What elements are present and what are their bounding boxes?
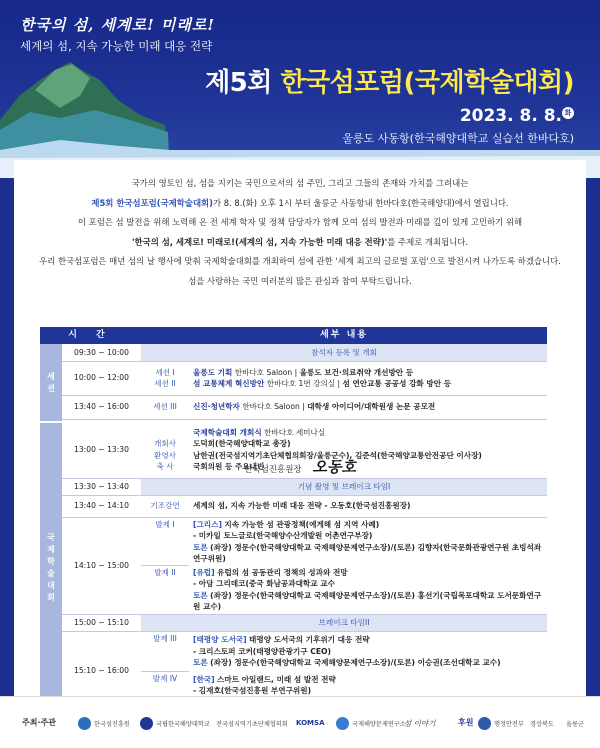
time-cell: 14:10 ~ 15:00 xyxy=(62,517,141,614)
content-cell xyxy=(189,395,547,419)
content-cell: 브레이크 타임II xyxy=(141,614,547,631)
discussion-label: 토론 xyxy=(193,658,208,667)
org-name: 한국섬진흥원 xyxy=(94,720,130,728)
org-logo xyxy=(78,713,130,733)
table-row xyxy=(40,517,547,566)
sponsor-logo xyxy=(478,713,524,733)
time-cell: 15:10 ~ 16:00 xyxy=(62,631,141,711)
role-label: 환영사 xyxy=(153,450,176,460)
discussion-label: 토론 xyxy=(193,590,208,600)
content-cell xyxy=(189,566,547,615)
hero-banner xyxy=(0,0,600,178)
sponsor-name: 울릉군 xyxy=(566,720,584,728)
session-room: 한바다호 Saloon xyxy=(234,367,293,377)
intro-line xyxy=(14,233,586,253)
presentation-label: 발제 IV xyxy=(141,671,189,711)
content-cell xyxy=(189,517,547,566)
table-row xyxy=(40,614,547,631)
kmou-logo-icon xyxy=(140,717,153,730)
footer xyxy=(0,696,600,748)
org-name: KOMSA xyxy=(296,719,325,727)
role-label: 개회사 xyxy=(153,439,176,449)
host-label: 주최·주관 xyxy=(22,718,56,727)
sponsor-logo xyxy=(530,713,554,733)
org-name: 전국섬지역기초단체협의회 xyxy=(216,720,288,728)
time-cell: 13:00 ~ 13:30 xyxy=(62,422,141,478)
role-label: 축 사 xyxy=(156,462,174,472)
presentation-label: 발제 II xyxy=(141,566,189,615)
region-tag: [유럽] xyxy=(193,567,215,577)
forum-name: 제5회 한국섬포럼(국제학술대회) xyxy=(91,197,213,208)
session-title: 섬 교통체계 혁신방안 xyxy=(193,379,265,388)
session-topic: 대학생 아이디어/대학원생 논문 공모전 xyxy=(307,402,436,412)
session-room: 한바다호 1번 강의실 xyxy=(266,379,336,388)
session-topic: 섬 연안교통 공공성 강화 방안 등 xyxy=(342,379,452,388)
org-logo xyxy=(296,713,325,733)
content-cell: 참석자 등록 및 개회 xyxy=(141,344,547,361)
presentation-title: 지속 가능한 섬 관광정책(에게해 섬 지역 사례) xyxy=(224,519,380,529)
session-label: 세션 II xyxy=(154,379,176,388)
time-cell: 15:00 ~ 15:10 xyxy=(62,614,141,631)
org-logo xyxy=(404,713,435,733)
keynote-title: 세계의 섬, 지속 가능한 미래 대응 전략 xyxy=(193,501,322,511)
separator: | xyxy=(294,367,298,377)
presenter: - 크리스토퍼 코커(태평양관광기구 CEO) xyxy=(193,646,331,656)
header-content: 세부 내용 xyxy=(141,327,547,344)
intro-line-rest: 를 주제로 개최됩니다. xyxy=(387,236,469,247)
presenter: - 아담 그리데코(중국 화남공과대학교 교수 xyxy=(193,579,335,588)
presentation-label: 발제 III xyxy=(141,631,189,671)
discussion: (좌장) 정문수(한국해양대학교 국제해양문제연구소장)/(토론) 이승권(조선대학교 교수) xyxy=(210,658,501,667)
presenter: - 미카일 토느글로(한국해양수산개발원 어촌연구부장) xyxy=(193,531,373,540)
intro-line-rest: 가 8. 8.(화) 오후 1시 부터 울릉군 사동항내 한바다호(한국해양대)에서 열립니다. xyxy=(212,197,509,208)
discussion: (좌장) 정문수(한국해양대학교 국제해양문제연구소장)/(토론) 홍선기(국립목포대학교 도서문화연구원 교수) xyxy=(193,590,542,611)
session-room: 한바다호 Saloon xyxy=(242,402,300,412)
ceremony-title: 국제학술대회 개회식 xyxy=(193,427,262,437)
content-cell: 기념 촬영 및 브레이크 타임I xyxy=(141,478,547,495)
page-title xyxy=(205,62,574,99)
event-venue: 울릉도 사동항(한국해양대학교 실습선 한바다호) xyxy=(342,132,574,145)
intro-line: 섬을 사랑하는 국민 여러분의 많은 관심과 참여 부탁드립니다. xyxy=(188,275,412,286)
institute-logo-icon xyxy=(336,717,349,730)
keynote-label: 기조강연 xyxy=(141,495,189,517)
kid-logo-icon xyxy=(78,717,91,730)
forum-theme: '한국의 섬, 세계로! 미래로!(세계의 섬, 지속 가능한 미래 대응 전략)' xyxy=(131,236,388,247)
speaker: 국회의원 등 주요내빈 xyxy=(193,462,265,472)
table-row xyxy=(40,344,547,361)
speaker: 도덕희(한국해양대학교 총장) xyxy=(193,439,291,449)
time-cell: 13:30 ~ 13:40 xyxy=(62,478,141,495)
sponsor-name: 경상북도 xyxy=(530,720,554,728)
subslogan: 세계의 섬, 지속 가능한 미래 대응 전략 xyxy=(20,39,213,53)
table-row xyxy=(40,361,547,395)
presenter: - 김재호(한국섬진흥원 부연구위원) xyxy=(193,686,312,695)
time-cell: 09:30 ~ 10:00 xyxy=(62,344,141,361)
separator: | xyxy=(337,379,341,388)
sponsor-label: 후원 xyxy=(458,718,474,727)
mois-logo-icon xyxy=(478,717,491,730)
title-main: 한국섬포럼(국제학술대회) xyxy=(280,68,574,98)
session-label: 세션 I xyxy=(155,367,175,377)
session-title: 신진·청년학자 xyxy=(193,402,240,412)
presentation-title: 스마트 아일랜드, 미래 섬 발전 전략 xyxy=(217,674,336,684)
session-title: 울릉도 기획 xyxy=(193,367,233,377)
slogan: 한국의 섬, 세계로! 미래로! xyxy=(20,16,215,34)
signature-title: 한국섬진흥원장 xyxy=(244,465,302,475)
org-name: 국립한국해양대학교 xyxy=(156,720,210,728)
content-cell xyxy=(189,422,547,478)
header-time: 시 간 xyxy=(40,327,141,344)
intro-line: 우리 한국섬포럼은 매년 섬의 날 행사에 맞춰 국제학술대회를 개최하여 섬에 관한 '세계 최고의 글로벌 포럼'으로 발전시켜 나가도록 하겠습니다. xyxy=(39,256,561,266)
day-of-week-badge: 화 xyxy=(562,107,574,119)
presentation-title: 유럽의 섬 공동관리 정책의 성과와 전망 xyxy=(217,567,348,577)
session-labels xyxy=(141,361,189,395)
section-seminar: 세션 xyxy=(40,344,62,422)
session-label: 세션 III xyxy=(141,395,189,419)
org-logo xyxy=(140,713,210,733)
intro-line: 이 포럼은 섬 발전을 위해 노력해 온 전 세계 학자 및 정책 담당자가 함께 모여 섬의 발전과 미래를 깊이 있게 고민하기 위해 xyxy=(77,217,523,227)
content-cell xyxy=(189,495,547,517)
speaker: 남한권(전국섬지역기초단체협의회장/울릉군수), 김준석(한국해양교통안전공단 이사장) xyxy=(193,450,482,460)
opening-labels xyxy=(141,422,189,478)
time-cell: 13:40 ~ 14:10 xyxy=(62,495,141,517)
schedule-table xyxy=(40,327,547,714)
table-row xyxy=(40,395,547,419)
signature-name: 오동호 xyxy=(312,458,356,476)
title-prefix: 제5회 xyxy=(205,68,272,98)
content-cell xyxy=(189,361,547,395)
intro-line xyxy=(14,194,586,214)
session-topic: 울릉도 보건·의료취약 개선방안 등 xyxy=(299,367,414,377)
intro-line: 국가의 영토인 섬, 섬을 지키는 국민으로서의 섬 주민, 그리고 그들의 존재와 가치를 그려내는 xyxy=(131,178,469,188)
table-row xyxy=(40,495,547,517)
org-name: 섬 이야기 xyxy=(404,718,436,728)
time-cell: 13:40 ~ 16:00 xyxy=(62,395,141,419)
section-intl: 국제학술대회 xyxy=(40,422,62,713)
region-tag: [태평양 도서국] xyxy=(193,635,247,644)
org-logo xyxy=(216,713,288,733)
event-date: 2023. 8. 8. xyxy=(459,106,562,126)
table-row xyxy=(40,631,547,671)
ceremony-room: 한바다호 세미나실 xyxy=(264,427,326,437)
org-logo xyxy=(336,713,406,733)
sponsor-name: 행정안전부 xyxy=(494,720,524,728)
keynote-speaker: - 오동호(한국섬진흥원장) xyxy=(321,501,411,511)
presentation-label: 발제 I xyxy=(141,517,189,566)
intro-text xyxy=(14,174,586,291)
sponsor-logo xyxy=(566,713,584,733)
table-row xyxy=(40,422,547,478)
discussion: (좌장) 정문수(한국해양대학교 국제해양문제연구소장)/(토론) 김향자(한국문화관광연구원 초빙석좌연구위원) xyxy=(193,542,542,563)
table-header xyxy=(40,327,547,344)
separator: | xyxy=(302,402,305,412)
table-row xyxy=(40,478,547,495)
content-cell xyxy=(189,631,547,671)
time-cell: 10:00 ~ 12:00 xyxy=(62,361,141,395)
presentation-title: 태평양 도서국의 기후위기 대응 전략 xyxy=(249,635,370,644)
region-tag: [한국] xyxy=(193,674,215,684)
discussion-label: 토론 xyxy=(193,542,208,552)
region-tag: [그리스] xyxy=(193,519,222,529)
org-name: 국제해양문제연구소 xyxy=(352,720,406,728)
